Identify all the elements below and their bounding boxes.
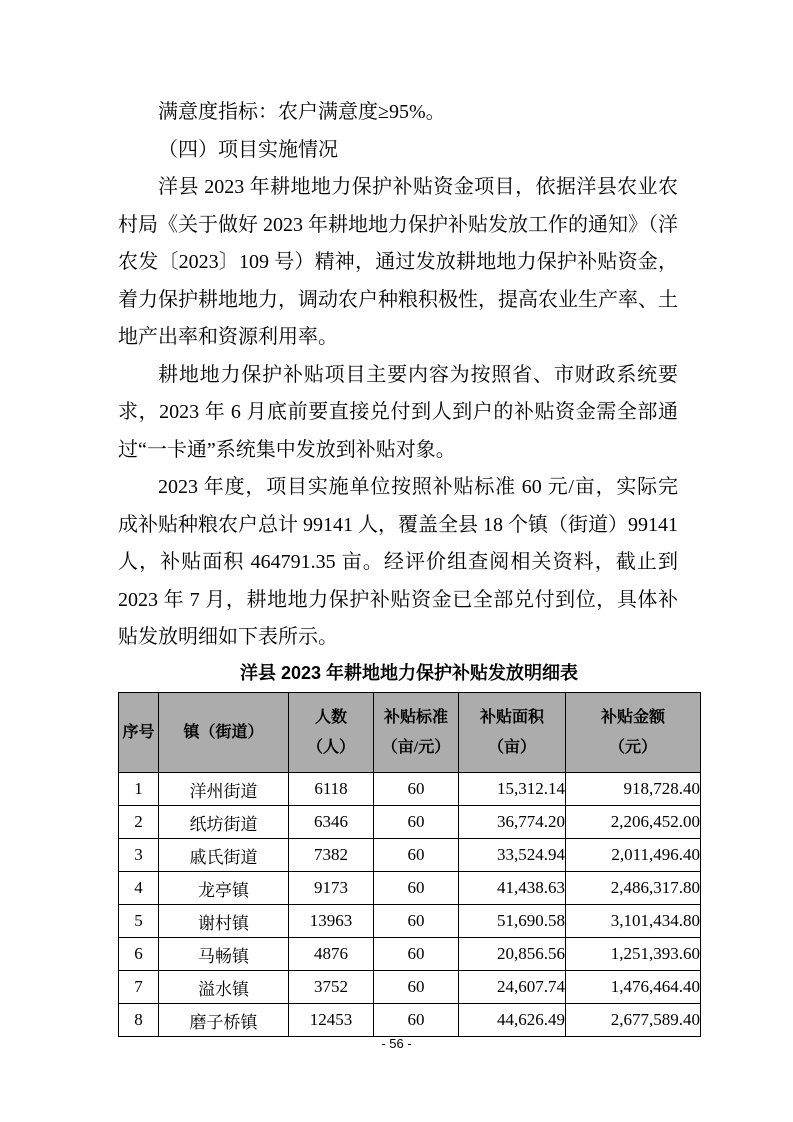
table-cell: 51,690.58 (459, 905, 566, 938)
table-cell: 1,476,464.40 (566, 971, 701, 1004)
table-cell: 60 (374, 872, 459, 905)
table-cell: 20,856.56 (459, 938, 566, 971)
table-cell: 3,101,434.80 (566, 905, 701, 938)
paragraph-implementation-detail: 2023 年度，项目实施单位按照补贴标准 60 元/亩，实际完成补贴种粮农户总计 99141 人，覆盖全县 18 个镇（街道）99141 人，补贴面积 464791.35 亩。经评价组查阅相关资料，截止到 2023 年 7 月，耕地地力保护补贴资金已全部兑付到位，具体补贴发放明细如下表所示。 (118, 476, 678, 648)
paragraph-project-basis: 洋县 2023 年耕地地力保护补贴资金项目，依据洋县农业农村局《关于做好 2023 年耕地地力保护补贴发放工作的通知》（洋农发〔2023〕109 号）精神，通过发放耕地地力保护补贴资金，着力保护耕地地力，调动农户种粮积极性，提高农业生产率、土地产出率和资源利用率。 (118, 176, 678, 348)
table-cell: 洋州街道 (159, 773, 289, 806)
table-cell: 8 (119, 1004, 159, 1037)
paragraph-project-content: 耕地地力保护补贴项目主要内容为按照省、市财政系统要求，2023 年 6 月底前要直接兑付到人到户的补贴资金需全部通过“一卡通”系统集中发放到补贴对象。 (118, 363, 678, 461)
table-cell: 谢村镇 (159, 905, 289, 938)
table-cell: 33,524.94 (459, 839, 566, 872)
table-cell: 7 (119, 971, 159, 1004)
table-cell: 13963 (289, 905, 374, 938)
table-cell: 2,677,589.40 (566, 1004, 701, 1037)
subsidy-table-header (119, 693, 701, 773)
table-cell: 60 (374, 773, 459, 806)
table-cell: 60 (374, 1004, 459, 1037)
table-row (119, 971, 701, 1004)
column-header: 补贴标准 （亩/元） (374, 693, 459, 773)
table-cell: 3 (119, 839, 159, 872)
page-number: - 56 - (381, 1036, 412, 1051)
table-cell: 36,774.20 (459, 806, 566, 839)
table-row (119, 839, 701, 872)
header-row (119, 693, 701, 773)
table-cell: 60 (374, 971, 459, 1004)
column-header: 补贴金额 （元） (566, 693, 701, 773)
table-cell: 戚氏街道 (159, 839, 289, 872)
table-cell: 马畅镇 (159, 938, 289, 971)
table-cell: 60 (374, 839, 459, 872)
table-cell: 6118 (289, 773, 374, 806)
table-title: 洋县 2023 年耕地地力保护补贴发放明细表 (239, 663, 579, 683)
table-cell: 1,251,393.60 (566, 938, 701, 971)
table-cell: 3752 (289, 971, 374, 1004)
table-cell: 41,438.63 (459, 872, 566, 905)
table-cell: 15,312.14 (459, 773, 566, 806)
table-row (119, 1004, 701, 1037)
table-cell: 6346 (289, 806, 374, 839)
table-cell: 12453 (289, 1004, 374, 1037)
table-cell: 纸坊街道 (159, 806, 289, 839)
column-header: 序号 (119, 693, 159, 773)
table-row (119, 905, 701, 938)
table-cell: 24,607.74 (459, 971, 566, 1004)
subsidy-table-body (119, 773, 701, 1037)
table-cell: 918,728.40 (566, 773, 701, 806)
table-cell: 60 (374, 905, 459, 938)
table-row (119, 806, 701, 839)
table-cell: 2 (119, 806, 159, 839)
body-text (118, 94, 678, 657)
table-cell: 60 (374, 938, 459, 971)
paragraph-satisfaction-indicator: 满意度指标：农户满意度≥95%。 (158, 101, 446, 123)
table-row (119, 938, 701, 971)
table-cell: 60 (374, 806, 459, 839)
column-header: 补贴面积 （亩） (459, 693, 566, 773)
paragraph-section-heading: （四）项目实施情况 (158, 138, 338, 161)
column-header: 镇（街道） (159, 693, 289, 773)
table-cell: 5 (119, 905, 159, 938)
table-cell: 7382 (289, 839, 374, 872)
table-cell: 9173 (289, 872, 374, 905)
table-cell: 磨子桥镇 (159, 1004, 289, 1037)
table-cell: 溢水镇 (159, 971, 289, 1004)
column-header: 人数 （人） (289, 693, 374, 773)
table-cell: 1 (119, 773, 159, 806)
table-cell: 龙亭镇 (159, 872, 289, 905)
table-cell: 6 (119, 938, 159, 971)
table-row (119, 773, 701, 806)
table-cell: 4 (119, 872, 159, 905)
table-cell: 2,011,496.40 (566, 839, 701, 872)
subsidy-table (118, 692, 701, 1037)
table-cell: 4876 (289, 938, 374, 971)
table-cell: 2,486,317.80 (566, 872, 701, 905)
table-cell: 2,206,452.00 (566, 806, 701, 839)
table-cell: 44,626.49 (459, 1004, 566, 1037)
table-row (119, 872, 701, 905)
